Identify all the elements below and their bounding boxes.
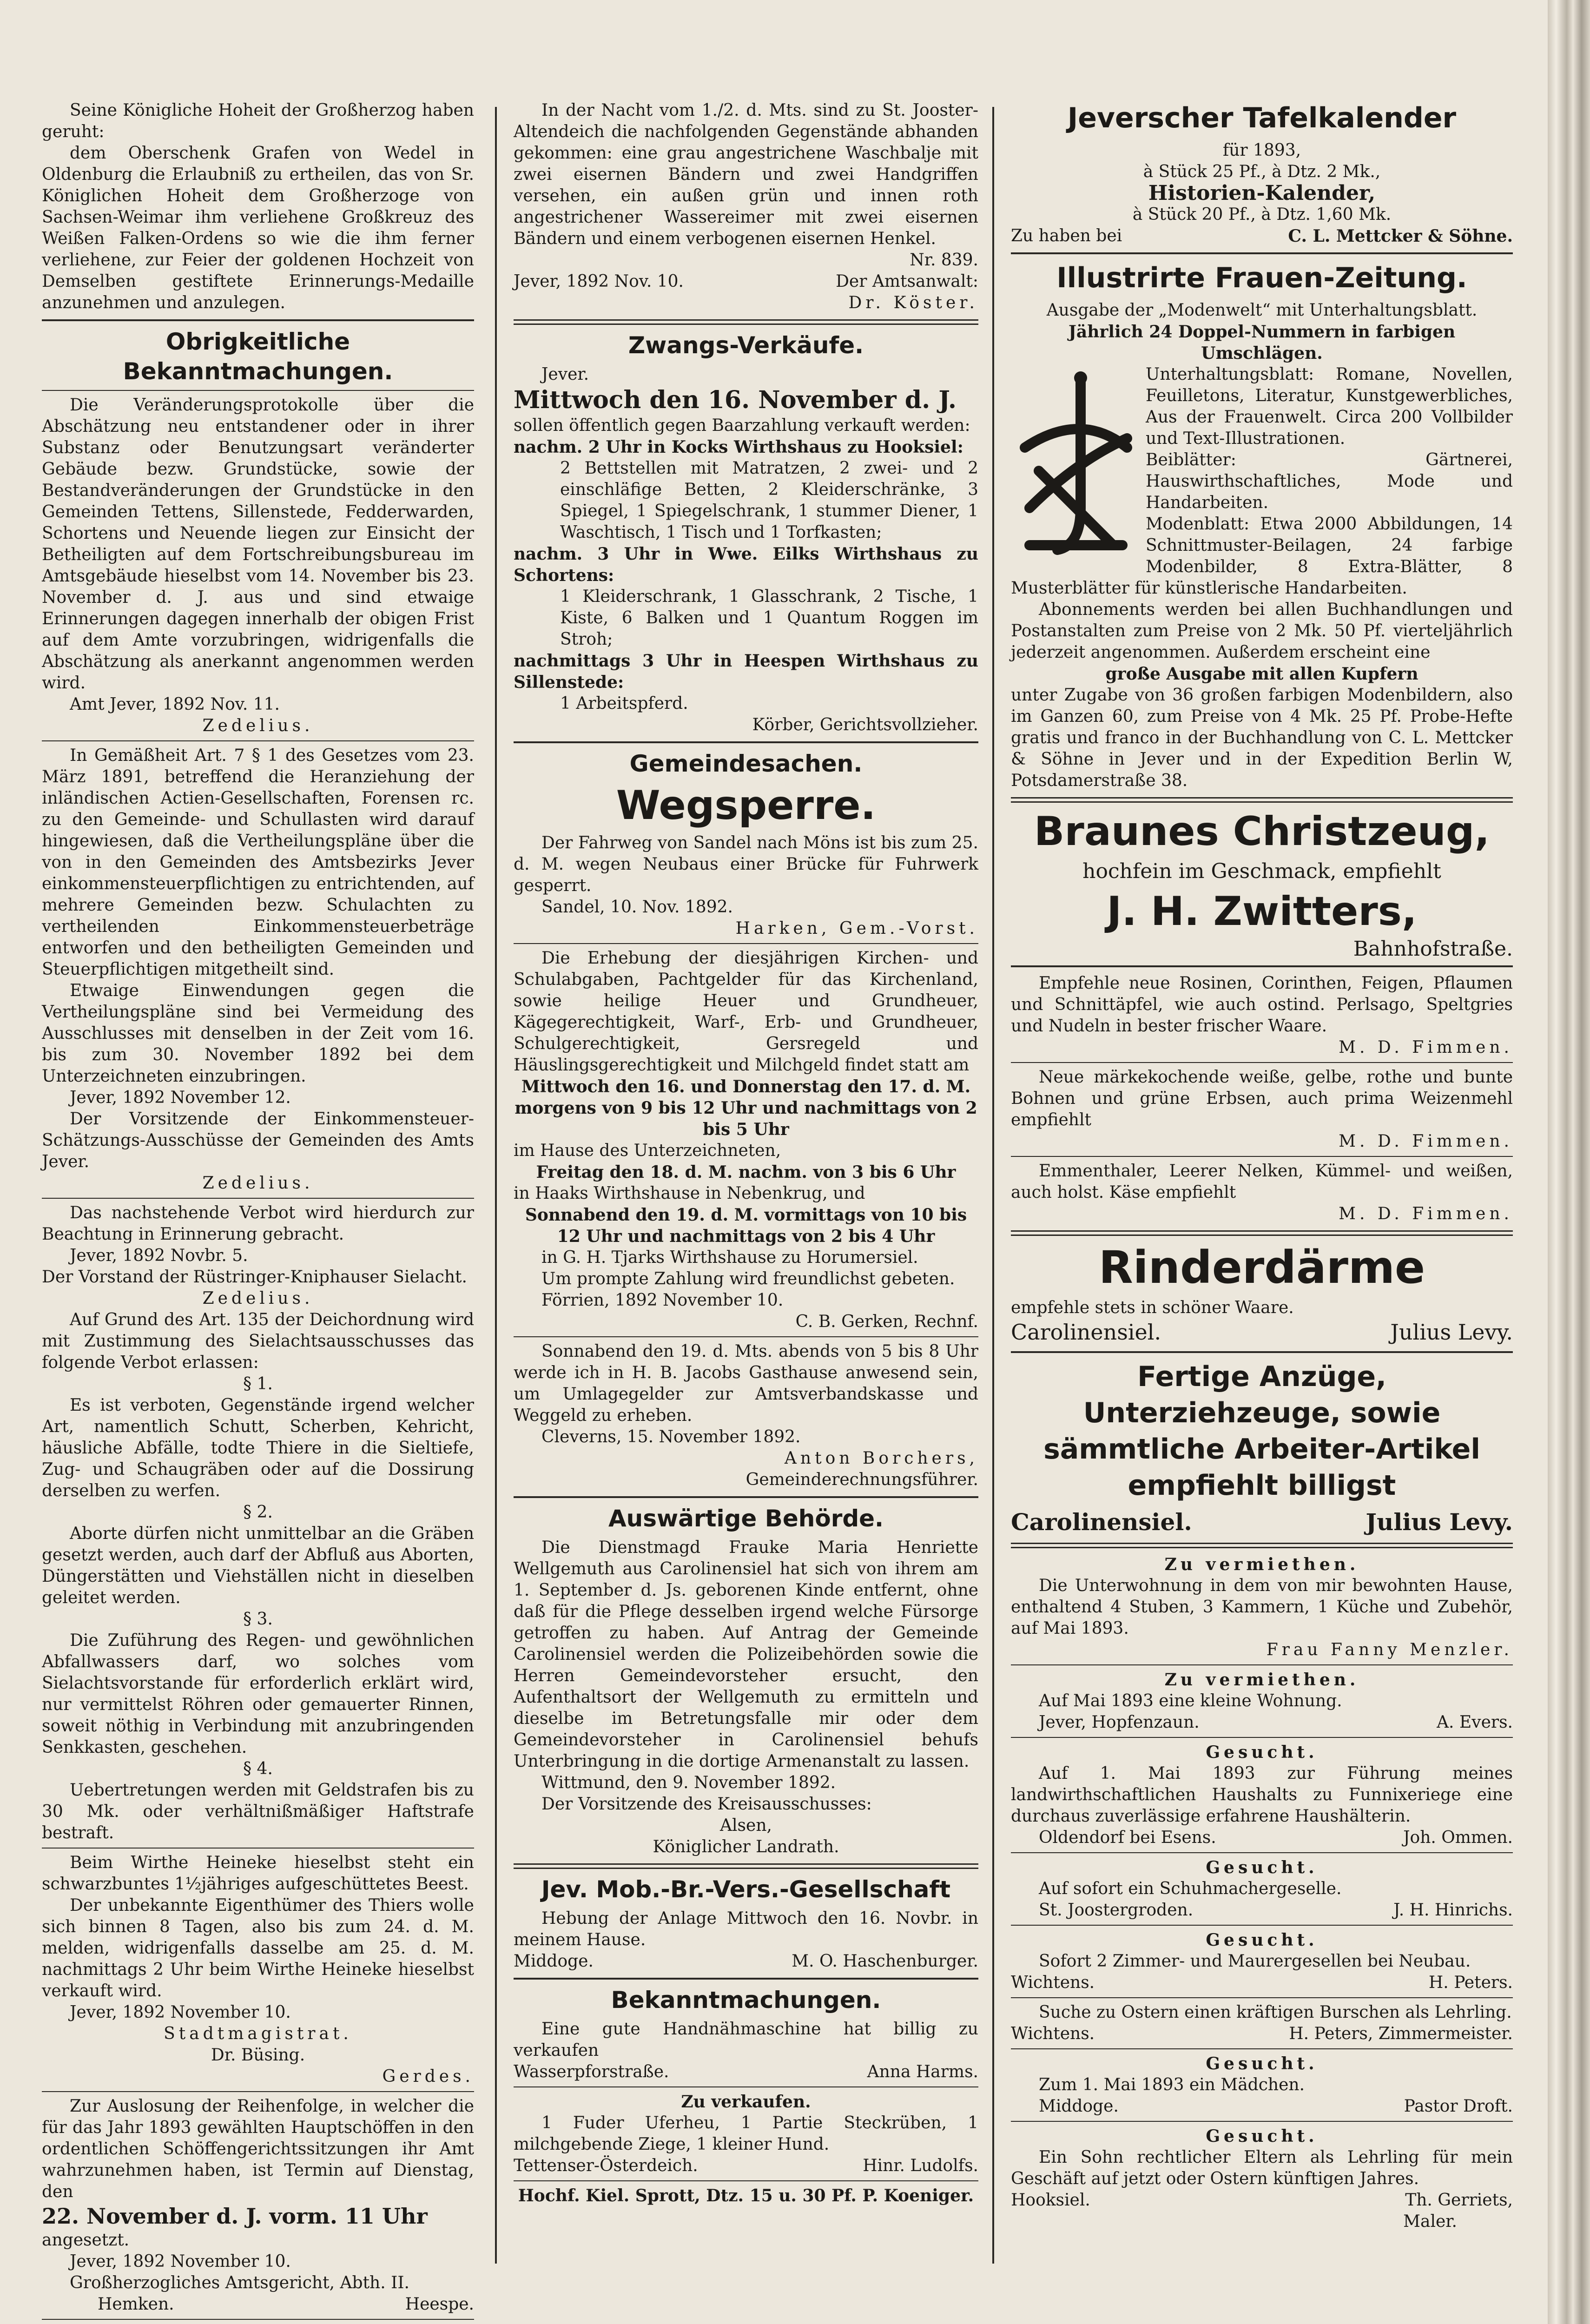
- column-3: [1011, 100, 1513, 2232]
- theft-notice: In der Nacht vom 1./2. d. Mts. sind zu St. Jooster-Altendeich die nachfolgenden Gegenstände abhanden gekommen: eine grau angestrichene Waschbalje mit zwei eisernen Bändern und zwei Handgriffen versehen, ein außen grün und innen roth angestrichener Wassereimer mit zwei eisernen Bändern und einem verbogenen eisernen Henkel.: [514, 101, 978, 248]
- notices-heading: Bekanntmachungen.: [611, 1987, 881, 2014]
- notice-date: Wittmund, den 9. November 1892.: [541, 1773, 836, 1792]
- divider: [514, 1863, 978, 1869]
- notice-text: Es ist verboten, Gegenstände irgend welcher Art, namentlich Schutt, Scherben, Kehricht, häusliche Abfälle, todte Thiere in die Sieltiefe, Zug- und Schaugräben oder auf die Dossirung derselben zu werfen.: [42, 1396, 474, 1500]
- column-rule: [495, 107, 497, 2264]
- notice-text: in G. H. Tjarks Wirthshause zu Horumersiel.: [541, 1248, 918, 1267]
- signature-row: [1011, 1972, 1513, 1994]
- calendar-price: à Stück 25 Pf., à Dtz. 2 Mk.,: [1143, 162, 1381, 181]
- notice-text: sollen öffentlich gegen Baarzahlung verkauft werden:: [514, 416, 970, 435]
- notice-sender: Großherzogliches Amtsgericht, Abth. II.: [70, 2273, 409, 2292]
- sale-items: 1 Kleiderschrank, 1 Glasschrank, 2 Tische, 1 Kiste, 6 Balken und 1 Quantum Roggen im Stroh;: [560, 587, 978, 649]
- notice-signature: Zedelius.: [202, 1289, 314, 1308]
- casings-seller: Julius Levy.: [1390, 1320, 1513, 1345]
- divider: [42, 390, 474, 391]
- fashion-edition: Ausgabe der „Modenwelt“ mit Unterhaltungsblatt.: [1046, 301, 1478, 320]
- wanted-signature: Maler.: [1403, 2212, 1457, 2231]
- rent-signature: A. Evers.: [1437, 1713, 1513, 1732]
- divider: [42, 2319, 474, 2320]
- wanted-signature: Th. Gerriets,: [1405, 2191, 1513, 2210]
- wanted-text: Zum 1. Mai 1893 ein Mädchen.: [1039, 2075, 1305, 2094]
- signature-row: [1011, 1507, 1513, 1537]
- insurance-heading: Jev. Mob.-Br.-Vers.-Gesellschaft: [541, 1876, 951, 1903]
- divider: [514, 2086, 978, 2087]
- court-notice: Seine Königliche Hoheit der Großherzog haben geruht:: [42, 101, 474, 141]
- fashion-section: Modenblatt: Etwa 2000 Abbildungen, 14 Schnittmuster-Beilagen, 24 farbige Modenbilder, 8 Extra-Blätter, 8 Musterblätter für künstlerische Handarbeiten.: [1011, 515, 1513, 598]
- calendar-year: für 1893,: [1222, 141, 1301, 160]
- wanted-heading: Gesucht.: [1206, 1858, 1318, 1877]
- notice-text: 1 Fuder Uferheu, 1 Partie Steckrüben, 1 milchgebende Ziege, 1 kleiner Hund.: [514, 2113, 978, 2154]
- wanted-signature: H. Peters.: [1428, 1973, 1513, 1992]
- page-stack-edge: [1548, 0, 1590, 2324]
- divider: [1011, 2048, 1513, 2049]
- casings-heading: Rinderdärme: [1098, 1241, 1425, 1294]
- fashion-logo-monogram: [1011, 369, 1136, 564]
- fashion-heading: Illustrirte Frauen-Zeitung.: [1056, 262, 1467, 294]
- notice-signature: Körber, Gerichtsvollzieher.: [752, 715, 978, 734]
- collection-times: Freitag den 18. d. M. nachm. von 3 bis 6 Uhr: [536, 1162, 956, 1182]
- notice-sender: Der Amtsanwalt:: [836, 272, 978, 291]
- notice-sender: Stadtmagistrat.: [164, 2024, 352, 2043]
- divider: [514, 1336, 978, 1337]
- notice-place: Jever.: [541, 365, 589, 384]
- grocery-seller: M. D. Fimmen.: [1339, 1132, 1513, 1151]
- rent-text: Die Unterwohnung in dem von mir bewohnten Hause, enthaltend 4 Stuben, 3 Kammern, 1 Küche und Zubehör, auf Mai 1893.: [1011, 1576, 1513, 1638]
- signature-row: [1011, 2096, 1513, 2117]
- notice-sender: Der Vorsitzende der Einkommensteuer-Schätzungs-Ausschüsse der Gemeinden des Amts Jever.: [42, 1109, 474, 1171]
- notice-signature: Zedelius.: [202, 1174, 314, 1193]
- divider: [1011, 1852, 1513, 1853]
- grocery-ad: Neue märkekochende weiße, gelbe, rothe und bunte Bohnen und grüne Erbsen, auch prima Weizenmehl empfiehlt: [1011, 1068, 1513, 1129]
- grocery-seller: M. D. Fimmen.: [1339, 1038, 1513, 1057]
- divider: [1011, 1664, 1513, 1665]
- divider: [42, 319, 474, 321]
- wanted-place: Hooksiel.: [1011, 2191, 1090, 2210]
- wanted-text: Sofort 2 Zimmer- und Maurergesellen bei Neubau.: [1039, 1952, 1471, 1971]
- notice-date: Sandel, 10. Nov. 1892.: [541, 898, 733, 917]
- yarn-address: Bahnhofstraße.: [1353, 937, 1513, 961]
- foreign-authority-heading: Auswärtige Behörde.: [608, 1505, 884, 1532]
- signature-row: [514, 1951, 978, 1972]
- notice-text: Hebung der Anlage Mittwoch den 16. Novbr. in meinem Hause.: [514, 1909, 978, 1949]
- ad-heading: Zu verkaufen.: [681, 2092, 811, 2112]
- community-heading: Gemeindesachen.: [629, 750, 863, 777]
- yarn-seller: J. H. Zwitters,: [1107, 888, 1417, 935]
- notice-date: Cleverns, 15. November 1892.: [541, 1427, 801, 1446]
- notice-signature: Anna Harms.: [867, 2062, 978, 2081]
- wanted-text: Suche zu Ostern einen kräftigen Burschen als Lehrling.: [1039, 2003, 1512, 2022]
- notice-signature: Hemken.: [98, 2295, 174, 2314]
- collection-times: Sonnabend den 19. d. M. vormittags von 10 bis 12 Uhr und nachmittags von 2 bis 4 Uhr: [525, 1205, 967, 1246]
- divider: [42, 1848, 474, 1849]
- signature-row: [1011, 1319, 1513, 1346]
- signature-row: [514, 2061, 978, 2083]
- notice-sender: Der Vorsitzende des Kreisausschusses:: [541, 1795, 872, 1814]
- fish-advert: Hochf. Kiel. Sprott, Dtz. 15 u. 30 Pf. P. Koeniger.: [518, 2186, 974, 2205]
- divider: [1011, 252, 1513, 254]
- notice-date: Jever, 1892 November 10.: [70, 2003, 291, 2022]
- notice-signature: Harken, Gem.-Vorst.: [735, 919, 978, 938]
- rent-heading: Zu vermiethen.: [1164, 1670, 1359, 1690]
- section-number: § 4.: [243, 1759, 273, 1778]
- calendar-where: Zu haben bei: [1011, 226, 1122, 245]
- notice-text: Der Fahrweg von Sandel nach Möns ist bis zum 25. d. M. wegen Neubaus einer Brücke für Fuhrwerk gesperrt.: [514, 833, 978, 895]
- divider: [514, 1496, 978, 1498]
- notice-signature: Heespe.: [405, 2295, 474, 2314]
- notice-text: Aborte dürfen nicht unmittelbar an die Gräben gesetzt werden, auch darf der Abfluß aus Aborten, Düngerstätten und Viehställen nicht in dieselben geleitet werden.: [42, 1524, 474, 1607]
- notice-date: Jever, 1892 November 10.: [70, 2252, 291, 2271]
- rent-place: Jever, Hopfenzaun.: [1039, 1713, 1200, 1732]
- yarn-tagline: hochfein im Geschmack, empfiehlt: [1082, 859, 1441, 883]
- notice-text: Die Veränderungsprotokolle über die Abschätzung neu entstandener oder in ihrer Substanz oder Benutzungsart veränderter Gebäude bezw. Grundstücke, sowie der Bestandveränderungen der Grundstücke in den Gemeinden Tettens, Sillenstede, Fedderwarden, Schortens und Neuende liegen zur Einsicht der Betheiligten auf dem Fortschreibungsbureau im Amtsgebäude hieselbst vom 14. November bis 23. November d. J. aus und sind etwaige Erinnerungen dagegen innerhalb der obigen Frist auf dem Amte vorzubringen, widrigenfalls die Abschätzung als anerkannt angenommen werden wird.: [42, 396, 474, 693]
- notice-signature: C. B. Gerken, Rechnf.: [795, 1312, 978, 1331]
- divider: [42, 740, 474, 741]
- notice-date: Förrien, 1892 November 10.: [541, 1291, 784, 1310]
- grocery-ad: Empfehle neue Rosinen, Corinthen, Feigen, Pflaumen und Schnittäpfel, wie auch ostind. Perlsago, Speltgries und Nudeln in bester frischer Waare.: [1011, 974, 1513, 1036]
- official-heading: Obrigkeitliche Bekanntmachungen.: [123, 328, 393, 385]
- notice-signature: Anton Borchers,: [784, 1449, 978, 1468]
- notice-text: Beim Wirthe Heineke hieselbst steht ein schwarzbuntes 1½jähriges aufgeschüttetes Beest.: [42, 1853, 474, 1894]
- column-rule: [992, 107, 994, 2264]
- notice-signature: M. O. Haschenburger.: [792, 1952, 978, 1971]
- sale-location: nachm. 2 Uhr in Kocks Wirthshaus zu Hooksiel:: [514, 437, 963, 457]
- notice-text: Der unbekannte Eigenthümer des Thiers wolle sich binnen 8 Tagen, also bis zum 24. d. M. melden, widrigenfalls dasselbe am 25. d. M. nachmittags 2 Uhr beim Wirthe Heineke hieselbst verkauft wird.: [42, 1896, 474, 2000]
- wanted-heading: Gesucht.: [1206, 1743, 1318, 1762]
- rent-signature: Frau Fanny Menzler.: [1266, 1640, 1513, 1659]
- divider: [514, 943, 978, 944]
- column-1: [42, 100, 474, 2324]
- forced-sales-heading: Zwangs-Verkäufe.: [628, 332, 864, 359]
- wanted-place: St. Joostergroden.: [1039, 1901, 1194, 1920]
- notice-text: Die Erhebung der diesjährigen Kirchen- und Schulabgaben, Pachtgelder für das Kirchenland, sowie heilige Heuer und Grundheuer, Kägegerechtigkeit, Warf-, Erb- und Grundheuer, Schulgerechtigkeit, Gersregeld und Häuslingsgerechtigkeit und Milchgeld findet statt am: [514, 949, 978, 1075]
- casings-place: Carolinensiel.: [1011, 1320, 1161, 1345]
- signature-row: [1011, 1712, 1513, 1733]
- divider: [514, 1978, 978, 1980]
- calendar-seller: C. L. Mettcker & Söhne.: [1288, 226, 1513, 246]
- notice-text: Eine gute Handnähmaschine hat billig zu verkaufen: [514, 2020, 978, 2060]
- wanted-heading: Gesucht.: [1206, 2054, 1318, 2073]
- wanted-signature: Joh. Ommen.: [1403, 1828, 1513, 1847]
- calendar-heading: Jeverscher Tafelkalender: [1067, 102, 1457, 134]
- notice-date: Jever, 1892 Nov. 10.: [514, 272, 684, 291]
- notice-signature: Gerdes.: [382, 2067, 474, 2086]
- notice-text: Sonnabend den 19. d. Mts. abends von 5 bis 8 Uhr werde ich in H. B. Jacobs Gasthause anwesend sein, um Umlagegelder zur Amtsverbandskasse und Weggeld zu erheben.: [514, 1342, 978, 1425]
- notice-signature: Dr. Büsing.: [211, 2046, 305, 2065]
- divider: [514, 741, 978, 743]
- calendar-title: Historien-Kalender,: [1148, 181, 1376, 205]
- notice-text: Etwaige Einwendungen gegen die Vertheilungspläne sind bei Vermeidung des Ausschlusses mit denselben in der Zeit vom 16. bis zum 30. November 1892 bei dem Unterzeichneten einzubringen.: [42, 981, 474, 1086]
- rent-heading: Zu vermiethen.: [1164, 1555, 1359, 1574]
- notice-signature: Dr. Köster.: [848, 293, 978, 312]
- wanted-signature: H. Peters, Zimmermeister.: [1289, 2024, 1513, 2043]
- signature-row: [1011, 1827, 1513, 1849]
- sale-location: nachm. 3 Uhr in Wwe. Eilks Wirthshaus zu Schortens:: [514, 544, 978, 585]
- signature-row: [1011, 1900, 1513, 1921]
- divider: [1011, 1737, 1513, 1738]
- sale-items: 2 Bettstellen mit Matratzen, 2 zwei- und 2 einschläfige Betten, 2 Kleiderschränke, 3 Spiegel, 1 Spiegelschrank, 1 stummer Diener, 1 Waschtisch, 1 Tisch und 1 Torfkasten;: [560, 459, 978, 542]
- wanted-signature: J. H. Hinrichs.: [1393, 1901, 1513, 1920]
- rent-text: Auf Mai 1893 eine kleine Wohnung.: [1039, 1691, 1342, 1710]
- wanted-heading: Gesucht.: [1206, 1930, 1318, 1950]
- fashion-subscription: Abonnements werden bei allen Buchhandlungen und Postanstalten zum Preise von 2 Mk. 50 Pf. vierteljährlich jederzeit angenommen. Außerdem erscheint eine: [1011, 600, 1513, 662]
- sale-items: 1 Arbeitspferd.: [560, 694, 688, 713]
- notice-signature: Zedelius.: [202, 716, 314, 735]
- wanted-place: Middoge.: [1039, 2097, 1119, 2116]
- wanted-heading: Gesucht.: [1206, 2126, 1318, 2146]
- fashion-subscription: unter Zugabe von 36 großen farbigen Modenbildern, also im Ganzen 60, zum Preise von 4 Mk. 25 Pf. Probe-Hefte gratis und franco in der Buchhandlung von C. L. Mettcker & Söhne in Jever und in der Expedition Berlin W, Potsdamerstraße 38.: [1011, 686, 1513, 790]
- divider: [1011, 965, 1513, 967]
- notice-text: Uebertretungen werden mit Geldstrafen bis zu 30 Mk. oder verhältnißmäßiger Haftstrafe bestraft.: [42, 1781, 474, 1842]
- divider: [1011, 1543, 1513, 1548]
- wanted-place: Oldendorf bei Esens.: [1039, 1828, 1216, 1847]
- notice-signature: Königlicher Landrath.: [653, 1837, 839, 1856]
- wanted-place: Wichtens.: [1011, 2024, 1095, 2043]
- notice-signature: Gemeinderechnungsführer.: [746, 1470, 978, 1489]
- divider: [1011, 1925, 1513, 1926]
- divider: [42, 2091, 474, 2092]
- clothes-ad: Fertige Anzüge, Unterziehzeuge, sowie sämmtliche Arbeiter-Artikel empfiehlt billigst: [1043, 1360, 1480, 1502]
- calendar-price: à Stück 20 Pf., à Dtz. 1,60 Mk.: [1132, 205, 1392, 224]
- clothes-seller: Julius Levy.: [1366, 1508, 1513, 1536]
- divider: [514, 2180, 978, 2181]
- notice-date: Jever, 1892 November 12.: [70, 1088, 291, 1107]
- signature-row: [1011, 2190, 1513, 2211]
- fashion-large-edition: große Ausgabe mit allen Kupfern: [1105, 664, 1418, 684]
- section-number: § 1.: [243, 1374, 273, 1393]
- road-closure-heading: Wegsperre.: [616, 782, 876, 829]
- divider: [1011, 1156, 1513, 1157]
- yarn-heading: Braunes Christzeug,: [1034, 808, 1490, 855]
- wanted-signature: Pastor Droft.: [1404, 2097, 1513, 2116]
- divider: [42, 1198, 474, 1199]
- signature-row: [514, 2155, 978, 2177]
- notice-text: angesetzt.: [42, 2231, 130, 2250]
- clothes-place: Carolinensiel.: [1011, 1508, 1192, 1536]
- notice-sender: Der Vorstand der Rüstringer-Kniphauser Sielacht.: [42, 1268, 467, 1287]
- section-number: § 2.: [243, 1503, 273, 1522]
- divider: [1011, 1230, 1513, 1236]
- grocery-ad: Emmenthaler, Leerer Nelken, Kümmel- und weißen, auch holst. Käse empfiehlt: [1011, 1162, 1513, 1202]
- sale-location: nachmittags 3 Uhr in Heespen Wirthshaus zu Sillenstede:: [514, 651, 978, 692]
- divider: [1011, 1062, 1513, 1063]
- signature-row: [514, 271, 978, 292]
- grocery-seller: M. D. Fimmen.: [1339, 1204, 1513, 1223]
- notice-text: Die Zuführung des Regen- und gewöhnlichen Abfallwassers darf, wo solches vom Sielachtsvorstande für erforderlich erklärt wird, nur vermittelst Röhren oder gemauerter Rinnen, soweit nöthig in Verbindung mit anzubringenden Senkkasten, geschehen.: [42, 1631, 474, 1757]
- fashion-section: Unterhaltungsblatt: Romane, Novellen, Feuilletons, Literatur, Kunstgewerbliches, Aus der Frauenwelt. Circa 200 Vollbilder und Text-Illustrationen.: [1146, 365, 1513, 448]
- notice-place: Middoge.: [514, 1952, 594, 1971]
- notice-text: Das nachstehende Verbot wird hierdurch zur Beachtung in Erinnerung gebracht.: [42, 1203, 474, 1244]
- wanted-text: Auf 1. Mai 1893 zur Führung meines landwirthschaftlichen Haushalts zu Funnixeriege eine durchaus zuverlässige erfahrene Haushälterin.: [1011, 1764, 1513, 1826]
- notice-place: Wasserpforstraße.: [514, 2062, 669, 2081]
- collection-times: Mittwoch den 16. und Donnerstag den 17. d. M. morgens von 9 bis 12 Uhr und nachmittags von 2 bis 5 Uhr: [515, 1077, 977, 1139]
- notice-signature: Alsen,: [720, 1816, 772, 1835]
- casings-text: empfehle stets in schöner Waare.: [1011, 1298, 1294, 1317]
- notice-date-highlight: 22. November d. J. vorm. 11 Uhr: [42, 2204, 428, 2229]
- divider: [1011, 1997, 1513, 1998]
- notice-text: Zur Auslosung der Reihenfolge, in welcher die für das Jahr 1893 gewählten Hauptschöffen in den ordentlichen Schöffengerichtssitzungen ihr Amt wahrzunehmen haben, ist Termin auf Dienstag, den: [42, 2097, 474, 2201]
- divider: [1011, 1351, 1513, 1353]
- signature-row: [1011, 2023, 1513, 2045]
- notice-text: Auf Grund des Art. 135 der Deichordnung wird mit Zustimmung des Sielachtsausschusses das folgende Verbot erlassen:: [42, 1310, 474, 1372]
- notice-text: in Haaks Wirthshause in Nebenkrug, und: [514, 1184, 865, 1203]
- notice-text: Um prompte Zahlung wird freundlichst gebeten.: [541, 1269, 955, 1288]
- divider: [1011, 797, 1513, 803]
- wanted-place: Wichtens.: [1011, 1973, 1095, 1992]
- wanted-text: Ein Sohn rechtlicher Eltern als Lehrling für mein Geschäft auf jetzt oder Ostern künftigen Jahres.: [1011, 2148, 1513, 2188]
- column-2: [514, 100, 978, 2206]
- signature-row: [42, 2294, 474, 2315]
- signature-row: [1011, 225, 1513, 247]
- court-notice-body: dem Oberschenk Grafen von Wedel in Oldenburg die Erlaubniß zu ertheilen, das von Sr. Königlichen Hoheit dem Großherzoge von Sachsen-Weimar ihm verliehene Großkreuz des Weißen Falken-Ordens so wie die ihm ferner verliehene, zur Feier der goldenen Hochzeit von Demselben gestiftete Erinnerungs-Medaille anzunehmen und anzulegen.: [42, 144, 474, 312]
- divider: [514, 319, 978, 325]
- fashion-issues: Jährlich 24 Doppel-Nummern in farbigen Umschlägen.: [1068, 322, 1456, 363]
- fashion-section: Beiblätter: Gärtnerei, Hauswirthschaftliches, Mode und Handarbeiten.: [1146, 450, 1513, 512]
- divider: [1011, 2121, 1513, 2122]
- sale-date: Mittwoch den 16. November d. J.: [514, 386, 957, 414]
- section-number: § 3.: [243, 1610, 273, 1629]
- notice-text: In Gemäßheit Art. 7 § 1 des Gesetzes vom 23. März 1891, betreffend die Heranziehung der inländischen Actien-Gesellschaften, Forensen rc. zu den Gemeinde- und Schullasten wird darauf hingewiesen, daß die Vertheilungspläne über die von in den Gemeinden des Amtsbezirks Jever einkommensteuerpflichtigen zu entrichtenden, auf mehrere Gemeinden bezw. Schulachten zu vertheilenden Einkommensteuerbeträge entworfen und den betheiligten Gemeinden und Steuerpflichtigen mitgetheilt sind.: [42, 746, 474, 979]
- notice-text: im Hause des Unterzeichneten,: [514, 1141, 781, 1160]
- notice-place: Tettenser-Österdeich.: [514, 2156, 698, 2175]
- notice-signature: Hinr. Ludolfs.: [863, 2156, 978, 2175]
- notice-text: Die Dienstmagd Frauke Maria Henriette Wellgemuth aus Carolinensiel hat sich von ihrem am 1. September d. Js. geborenen Kinde entfernt, ohne daß für die Pflege desselben irgend welche Fürsorge getroffen zu haben. Auf Antrag der Gemeinde Carolinensiel werden die Polizeibehörden sowie die Herren Gemeindevorsteher ersucht, den Aufenthaltsort der Wellgemuth zu ermitteln und dieselbe im Betretungsfalle mir oder dem Gemeindevorsteher in Carolinensiel behufs Unterbringung in die dortige Armenanstalt zu lassen.: [514, 1538, 978, 1771]
- wanted-text: Auf sofort ein Schuhmachergeselle.: [1039, 1879, 1342, 1898]
- notice-date: Jever, 1892 Novbr. 5.: [70, 1246, 248, 1265]
- notice-date: Amt Jever, 1892 Nov. 11.: [70, 695, 280, 714]
- notice-reference: Nr. 839.: [910, 251, 978, 270]
